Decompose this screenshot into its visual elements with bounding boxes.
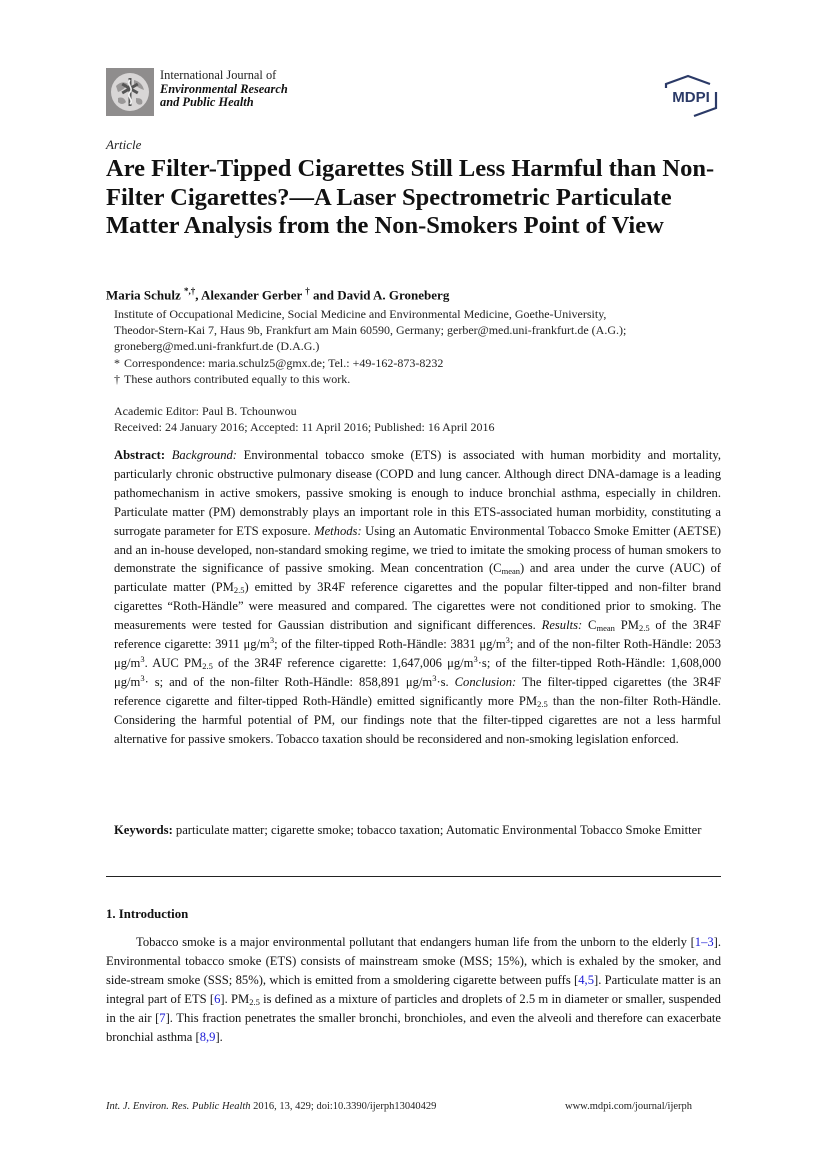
abstract-methods: ) emitted by 3R4F reference cigarettes and the popular filter-tipped and non-filter brand cigarettes “Roth-Händle” were measured and compared. The cigarettes were not conditioned prior to smoking. The measurements were tested for Gaussian distribution and significant differences. [114,580,721,633]
background-label: Background: [171,448,237,462]
svg-text:MDPI: MDPI [672,89,710,106]
paragraph [106,933,721,1046]
author-name: Alexander Gerber [201,287,303,303]
superscript: 3 [269,635,275,646]
subscript: mean [501,566,520,577]
affiliation-line: Institute of Occupational Medicine, Social Medicine and Environmental Medicine, Goethe-University, [114,307,607,321]
affiliation-line: groneberg@med.uni-frankfurt.de (D.A.G.) [114,339,320,354]
text-run: Tobacco smoke is a major environmental pollutant that endangers human life from the unborn to the elderly [ [136,935,695,949]
text-run: ]. [215,1029,223,1044]
keywords-text: particulate matter; cigarette smoke; tobacco taxation; Automatic Environmental Tobacco Smoke Emitter [172,823,702,837]
text-run: ]. PM [220,991,250,1006]
subscript: 2.5 [233,585,245,596]
superscript: 3 [432,672,437,683]
journal-logo [106,68,154,116]
asterisk-symbol: * [114,355,120,370]
citation-link[interactable]: 6 [214,991,221,1006]
abstract-methods: Using an Automatic Environmental Tobacco Smoke Emitter (AETSE) and an in-house developed, non-standard smoking regime, we tried to imitate the smoking process of human smokers to demonstrate the significance of passive smoking. Mean concentration (C [114,523,721,576]
abstract-results: ·s; of the filter-tipped Roth-Händle: 1,608,000 μg/m [114,655,721,689]
text-run: ]. Environmental tobacco smoke (ETS) consists of mainstream smoke (MSS; 15%), which is exhaled by the smoker, and side-stream smoke (SSS; 85%), which is emitted from a smoldering cigarette between puffs [ [106,935,721,987]
correspondence-note [114,355,734,371]
abstract-results: of the 3R4F reference cigarette: 1,647,006 μg/m [212,655,474,670]
conclusion-label: Conclusion: [454,674,517,689]
keywords-label: Keywords: [114,823,173,837]
footer-url[interactable]: www.mdpi.com/journal/ijerph [565,1101,693,1112]
correspondence-text[interactable]: Correspondence: maria.schulz5@gmx.de; Tel.: +49-162-873-8232 [124,355,444,370]
abstract-background: Environmental tobacco smoke (ETS) is associated with human morbidity and mortality, particularly chronic obstructive pulmonary disease (COPD and lung cancer. Although direct DNA-damage is a leading pathomechanism in active smokers, passive smoking is enough to induce bronchial asthma, especially in children. Particulate matter (PM) demonstrably plays an important role in this ETS-associated human morbidity, constituting a surrogate parameter for ETS exposure. [114,448,721,538]
text-run: is defined as a mixture of particles and droplets of 2.5 m in diameter or smaller, suspended in the air [ [106,991,721,1025]
abstract-results: C [582,618,597,633]
author-separator: , [195,287,202,303]
author-name: David A. Groneberg [337,287,450,303]
subscript: 2.5 [249,996,260,1007]
abstract-results: PM [614,618,639,633]
abstract-results: ; of the filter-tipped Roth-Händle: 3831 μg/m [274,637,506,652]
abstract-methods: ) and area under the curve (AUC) of particulate matter (PM [114,561,721,595]
methods-label: Methods: [314,523,362,538]
mdpi-hexagon-icon [660,74,722,118]
author-marks: † [305,286,310,296]
author-separator: and [309,287,338,303]
abstract-conclusion: than the non-filter Roth-Händle. Considering the harmful potential of PM, our findings note that the filter-tipped cigarettes are not a less harmful alternative for passive smokers. Tobacco taxation should be reconsidered and non-smoking legislation enforced. [114,693,721,746]
citation-link[interactable]: 8,9 [199,1029,216,1044]
equal-contribution-note [114,371,734,387]
results-label: Results: [541,618,583,633]
author-name: Maria Schulz [106,287,181,303]
paper-title: Are Filter-Tipped Cigarettes Still Less Harmful than Non-Filter Cigarettes?—A Laser Spectrometric Particulate Matter Analysis from the Non-Smokers Point of View [106,155,715,239]
citation-link[interactable]: 1–3 [694,935,714,949]
superscript: 3 [505,635,510,646]
editorial-info [114,403,734,435]
introduction-body [106,933,721,1046]
abstract-label: Abstract: [114,448,166,462]
mdpi-logo [660,74,722,118]
subscript: 2.5 [638,623,650,634]
subscript: 2.5 [537,698,548,709]
equal-contribution-text: These authors contributed equally to this work. [124,371,351,386]
abstract-results: . AUC PM [144,655,203,670]
subscript: mean [596,623,615,634]
section-heading-introduction: 1. Introduction [106,907,189,921]
article-type: Article [106,137,142,152]
citation-link[interactable]: 4,5 [578,972,594,987]
affiliation-line: Theodor-Stern-Kai 7, Haus 9b, Frankfurt am Main 60590, Germany; gerber@med.uni-frankfurt.de (A.G.); [114,323,627,338]
author-marks: *,† [184,286,196,296]
superscript: 3 [140,653,145,664]
text-run: ]. Particulate matter is an integral part of ETS [ [106,972,721,1006]
abstract-results: ·s. [436,674,455,689]
superscript: 3 [140,672,145,683]
superscript: 3 [473,653,478,664]
section-divider [106,876,721,877]
footer-citation [106,1101,436,1112]
dagger-symbol: † [114,371,120,386]
journal-abbreviation: Int. J. Environ. Res. Public Health [106,1101,251,1112]
journal-name-line3: and Public Health [160,95,254,109]
abstract [114,446,721,749]
citation-doi: 2016, 13, 429; doi:10.3390/ijerph13040429 [250,1101,437,1112]
affiliations [114,306,734,387]
abstract-results: · s; and of the non-filter Roth-Händle: 858,891 μg/m [144,674,433,689]
caduceus-globe-icon [106,68,154,116]
keywords [114,821,721,840]
academic-editor: Academic Editor: Paul B. Tchounwou [114,404,297,418]
abstract-results: of the 3R4F reference cigarette: 3911 μg/m [114,618,721,652]
publication-dates: Received: 24 January 2016; Accepted: 11 April 2016; Published: 16 April 2016 [114,420,495,435]
abstract-conclusion: The filter-tipped cigarettes (the 3R4F reference cigarette and filter-tipped Roth-Händle) emitted significantly more PM [114,674,721,708]
citation-link[interactable]: 7 [159,1010,166,1025]
abstract-results: ; and of the non-filter Roth-Händle: 2053 μg/m [114,637,721,670]
journal-name [160,69,288,110]
subscript: 2.5 [202,660,213,671]
author-list [106,286,449,303]
journal-name-line2: Environmental Research [160,81,288,96]
text-run: ]. This fraction penetrates the smaller bronchi, bronchioles, and even the alveoli and therefore can exacerbate bronchial asthma [ [106,1010,721,1044]
journal-name-line1: International Journal of [160,68,277,82]
